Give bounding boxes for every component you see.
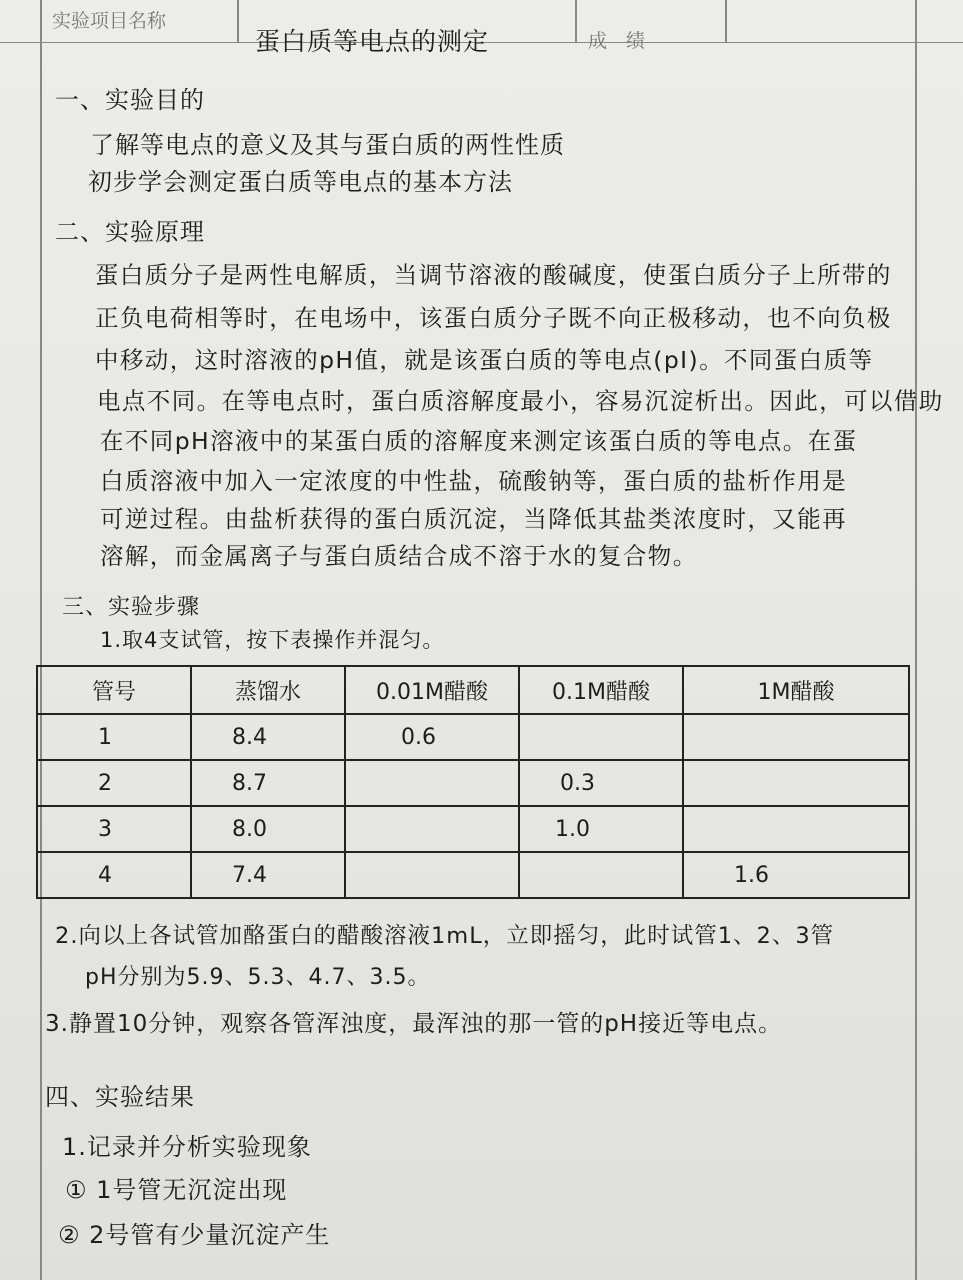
cell	[683, 806, 909, 852]
cell	[345, 852, 519, 898]
table-row	[37, 760, 909, 806]
grade-label: 成 绩	[588, 30, 646, 52]
section-heading-results: 四、实验结果	[45, 1083, 195, 1111]
left-border	[40, 0, 42, 1280]
cell	[345, 806, 519, 852]
column-header: 管号	[37, 666, 191, 714]
cell: 8.4	[191, 714, 345, 760]
cell: 1.6	[683, 852, 909, 898]
observation: ① 1号管无沉淀出现	[65, 1176, 288, 1204]
result-item-1: 1.记录并分析实验现象	[62, 1133, 312, 1161]
cell: 4	[37, 852, 191, 898]
step-3: 3.静置10分钟，观察各管浑浊度，最浑浊的那一管的pH接近等电点。	[45, 1011, 783, 1037]
principle-line: 中移动，这时溶液的pH值，就是该蛋白质的等电点(pI)。不同蛋白质等	[95, 346, 874, 374]
column-header: 0.01M醋酸	[345, 666, 519, 714]
cell: 8.7	[191, 760, 345, 806]
header-divider	[725, 0, 727, 42]
principle-line: 蛋白质分子是两性电解质，当调节溶液的酸碱度，使蛋白质分子上所带的	[95, 261, 892, 289]
cell: 1.0	[519, 806, 683, 852]
step-2-line: pH分别为5.9、5.3、4.7、3.5。	[85, 965, 431, 990]
reagent-table	[36, 665, 910, 899]
principle-line: 正负电荷相等时，在电场中，该蛋白质分子既不向正极移动，也不向负极	[95, 304, 892, 332]
section-heading-principle: 二、实验原理	[55, 218, 205, 246]
cell	[519, 714, 683, 760]
project-name: 蛋白质等电点的测定	[255, 27, 490, 56]
cell: 7.4	[191, 852, 345, 898]
step-1: 1.取4支试管，按下表操作并混匀。	[100, 628, 445, 652]
header-divider	[575, 0, 577, 42]
right-border	[915, 0, 917, 1280]
cell	[683, 760, 909, 806]
cell: 2	[37, 760, 191, 806]
cell: 1	[37, 714, 191, 760]
column-header: 蒸馏水	[191, 666, 345, 714]
cell	[519, 852, 683, 898]
cell: 0.3	[519, 760, 683, 806]
header-divider	[237, 0, 239, 42]
principle-line: 可逆过程。由盐析获得的蛋白质沉淀，当降低其盐类浓度时，又能再	[100, 505, 847, 533]
column-header: 0.1M醋酸	[519, 666, 683, 714]
column-header: 1M醋酸	[683, 666, 909, 714]
section-heading-steps: 三、实验步骤	[62, 595, 201, 620]
cell: 3	[37, 806, 191, 852]
principle-line: 溶解，而金属离子与蛋白质结合成不溶于水的复合物。	[100, 542, 698, 570]
cell: 8.0	[191, 806, 345, 852]
table-row	[37, 714, 909, 760]
principle-line: 白质溶液中加入一定浓度的中性盐，硫酸钠等，蛋白质的盐析作用是	[100, 467, 847, 495]
cell	[683, 714, 909, 760]
observation: ② 2号管有少量沉淀产生	[58, 1221, 331, 1249]
purpose-line: 了解等电点的意义及其与蛋白质的两性性质	[90, 131, 565, 159]
section-heading-purpose: 一、实验目的	[55, 86, 205, 114]
table-row	[37, 806, 909, 852]
purpose-line: 初步学会测定蛋白质等电点的基本方法	[88, 168, 513, 196]
cell	[345, 760, 519, 806]
principle-line: 在不同pH溶液中的某蛋白质的溶解度来测定该蛋白质的等电点。在蛋	[100, 427, 858, 455]
table-header-row	[37, 666, 909, 714]
project-name-label: 实验项目名称	[52, 10, 167, 32]
cell: 0.6	[345, 714, 519, 760]
table-row	[37, 852, 909, 898]
step-2-line: 2.向以上各试管加酪蛋白的醋酸溶液1mL，立即摇匀，此时试管1、2、3管	[55, 923, 835, 949]
principle-line: 电点不同。在等电点时，蛋白质溶解度最小，容易沉淀析出。因此，可以借助	[97, 387, 944, 415]
